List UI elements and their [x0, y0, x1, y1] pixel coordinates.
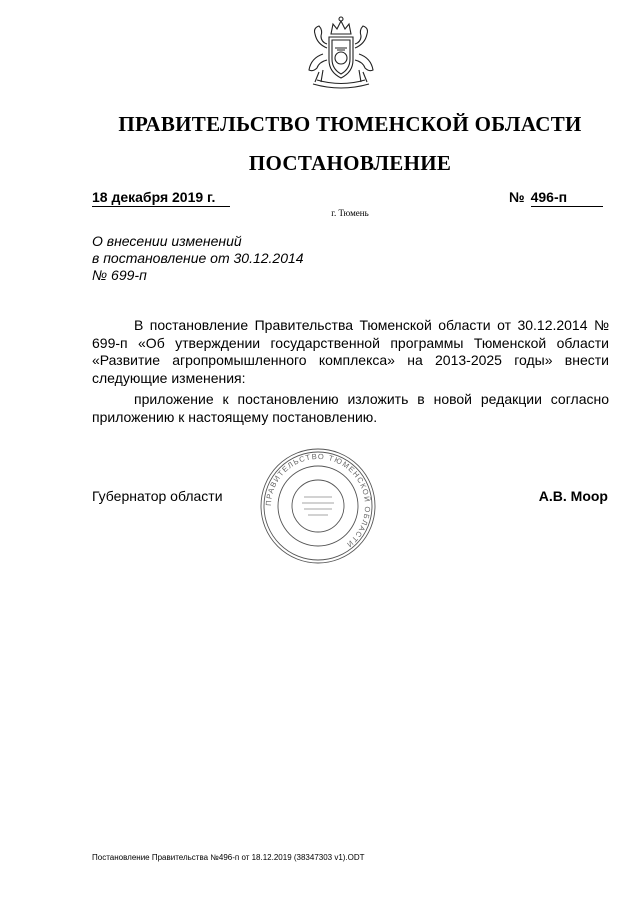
subject-line: в постановление от 30.12.2014: [92, 250, 304, 266]
subject-line: О внесении изменений: [92, 233, 242, 249]
document-body: [92, 317, 609, 426]
body-paragraph: приложение к постановлению изложить в новой редакции согласно приложению к настоящему постановлению.: [92, 391, 609, 425]
official-seal-stamp: [259, 447, 377, 565]
footer-file-reference: Постановление Правительства №496-п от 18.12.2019 (38347303 v1).ODT: [92, 853, 365, 862]
signatory-name: А.В. Моор: [538, 488, 608, 504]
document-city: г. Тюмень: [331, 208, 369, 218]
svg-text:ПРАВИТЕЛЬСТВО ТЮМЕНСКОЙ ОБЛАСТ: ПРАВИТЕЛЬСТВО ТЮМЕНСКОЙ ОБЛАСТИ: [263, 451, 373, 550]
number-value: 496-п: [531, 189, 603, 207]
signatory-title: Губернатор области: [92, 488, 223, 504]
document-date: 18 декабря 2019 г.: [92, 189, 230, 207]
number-sign: №: [509, 189, 525, 205]
subject-line: № 699-п: [92, 267, 147, 283]
document-type-heading: ПОСТАНОВЛЕНИЕ: [248, 151, 452, 175]
document-subject: [92, 233, 304, 284]
organization-title: ПРАВИТЕЛЬСТВО ТЮМЕНСКОЙ ОБЛАСТИ: [118, 112, 582, 136]
body-paragraph: В постановление Правительства Тюменской области от 30.12.2014 № 699-п «Об утверждении государственной программы Тюменской области «Развитие агропромышленного комплекса» на 2013-2025 годы» внести следующие изменения:: [92, 317, 609, 386]
coat-of-arms-emblem: [299, 14, 383, 96]
document-number: [509, 189, 603, 207]
